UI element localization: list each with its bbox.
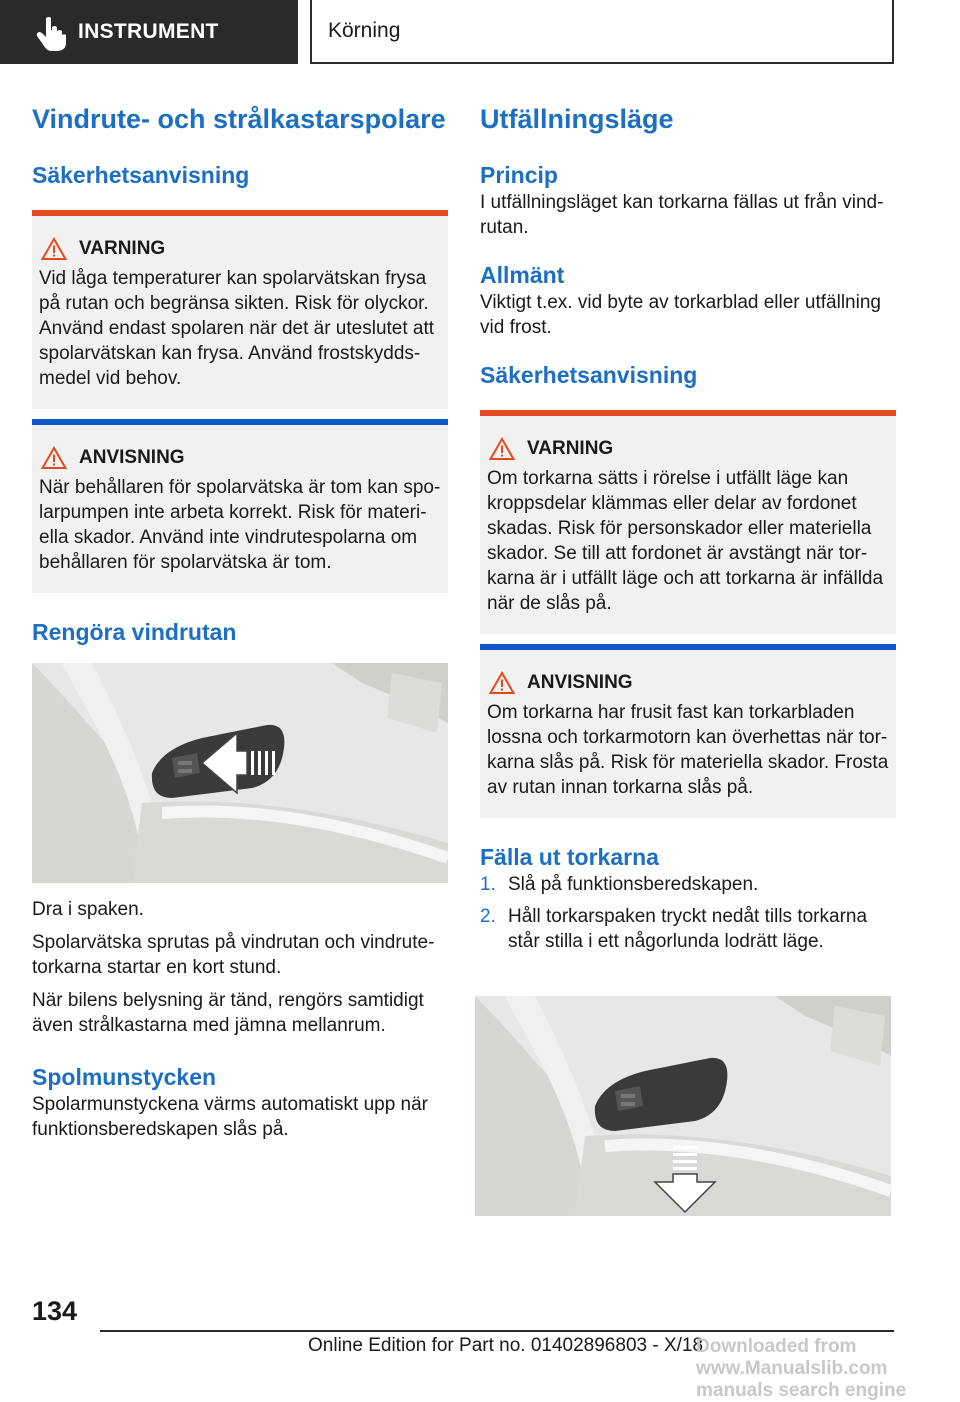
clean-windshield-heading: Rengöra vindrutan [32, 619, 237, 645]
clean-headlight-text: När bilens belysning är tänd, rengörs samtidigt även strålkastarna med jämna mellanrum. [32, 990, 424, 1036]
principle-text: I utfällningsläget kan torkarna fällas ut från vindrutan. [480, 192, 884, 238]
chapter-tab[interactable] [310, 0, 894, 64]
principle-heading: Princip [480, 162, 558, 188]
right-safety-heading: Säkerhetsanvisning [480, 362, 698, 388]
hand-pointer-icon [30, 12, 70, 52]
left-warning-text: Vid låga temperaturer kan spolarvätskan frysa på rutan och begränsa sikten. Risk för olyckor. Använd endast spolaren när det är uteslutet att spolarvätskan kan frysa. Använd frostskyddsmedel vid behov. [39, 268, 435, 389]
warning-triangle-icon [489, 437, 515, 461]
right-warning-header [487, 436, 889, 462]
fold-out-steps [480, 872, 896, 954]
right-notice-header [487, 670, 889, 696]
left-column [32, 96, 448, 1142]
left-notice-label: ANVISNING [79, 447, 185, 468]
fold-out-wipers-heading: Fälla ut torkarna [480, 844, 659, 870]
clean-step-pull: Dra i spaken. [32, 899, 144, 920]
left-warning-label: VARNING [79, 238, 166, 259]
edition-note: Online Edition for Part no. 01402896803 - X/18 [308, 1335, 704, 1356]
step-number: 1. [480, 874, 496, 895]
left-notice-text: När behållaren för spolarvätska är tom kan spolarpumpen inte arbeta korrekt. Risk för materiella skador. Använd inte vindrutespolarna om behållaren för spolarvätska är tom. [39, 477, 441, 573]
wiper-lever-push-image [475, 996, 891, 1216]
right-warning-box [480, 410, 896, 634]
step-text: Håll torkarspaken tryckt nedåt tills torkarna står stilla i ett någorlunda lodrätt läge. [508, 906, 868, 952]
foldout-title: Utfällningsläge [480, 104, 674, 134]
right-column [480, 96, 896, 961]
notice-triangle-icon [489, 671, 515, 695]
left-notice-header [39, 445, 441, 471]
page-number: 134 [32, 1296, 78, 1326]
left-warning-header [39, 236, 441, 262]
general-heading: Allmänt [480, 262, 565, 288]
wiper-lever-pull-image [32, 663, 448, 883]
step-text: Slå på funktionsberedskapen. [508, 874, 759, 895]
right-warning-text: Om torkarna sätts i rörelse i utfällt läge kan kroppsdelar klämmas eller delar av fordonet skadas. Risk för personskador eller materiella skador. Se till att fordonet är avstängt när torkarna är i utfällt läge och att torkarna är infällda när de slås på. [487, 468, 884, 614]
list-item [480, 872, 896, 897]
section-label: INSTRUMENT [78, 20, 219, 43]
right-notice-box [480, 644, 896, 818]
clean-result-text: Spolarvätska sprutas på vindrutan och vindrutetorkarna startar en kort stund. [32, 932, 435, 978]
general-text: Viktigt t.ex. vid byte av torkarblad eller utfällning vid frost. [480, 292, 881, 338]
chapter-label: Körning [328, 19, 401, 42]
left-notice-box [32, 419, 448, 593]
notice-triangle-icon [41, 446, 67, 470]
download-watermark: Downloaded from www.Manualslib.com manuals search engine [696, 1336, 907, 1401]
left-warning-box [32, 210, 448, 409]
washer-title: Vindrute- och strålkastarspolare [32, 104, 446, 134]
right-notice-text: Om torkarna har frusit fast kan torkarbladen lossna och torkarmotorn kan överhettas när torkarna slås på. Risk för materiella skador. Frosta av rutan innan torkarna slås på. [487, 702, 889, 798]
warning-triangle-icon [41, 237, 67, 261]
right-notice-label: ANVISNING [527, 672, 633, 693]
section-tab[interactable] [0, 0, 298, 64]
left-safety-heading: Säkerhetsanvisning [32, 162, 250, 188]
footer-divider [100, 1330, 894, 1332]
nozzles-text: Spolarmunstyckena värms automatiskt upp när funktionsberedskapen slås på. [32, 1094, 429, 1140]
right-warning-label: VARNING [527, 438, 614, 459]
nozzles-heading: Spolmunstycken [32, 1064, 217, 1090]
list-item [480, 904, 896, 954]
step-number: 2. [480, 906, 496, 927]
